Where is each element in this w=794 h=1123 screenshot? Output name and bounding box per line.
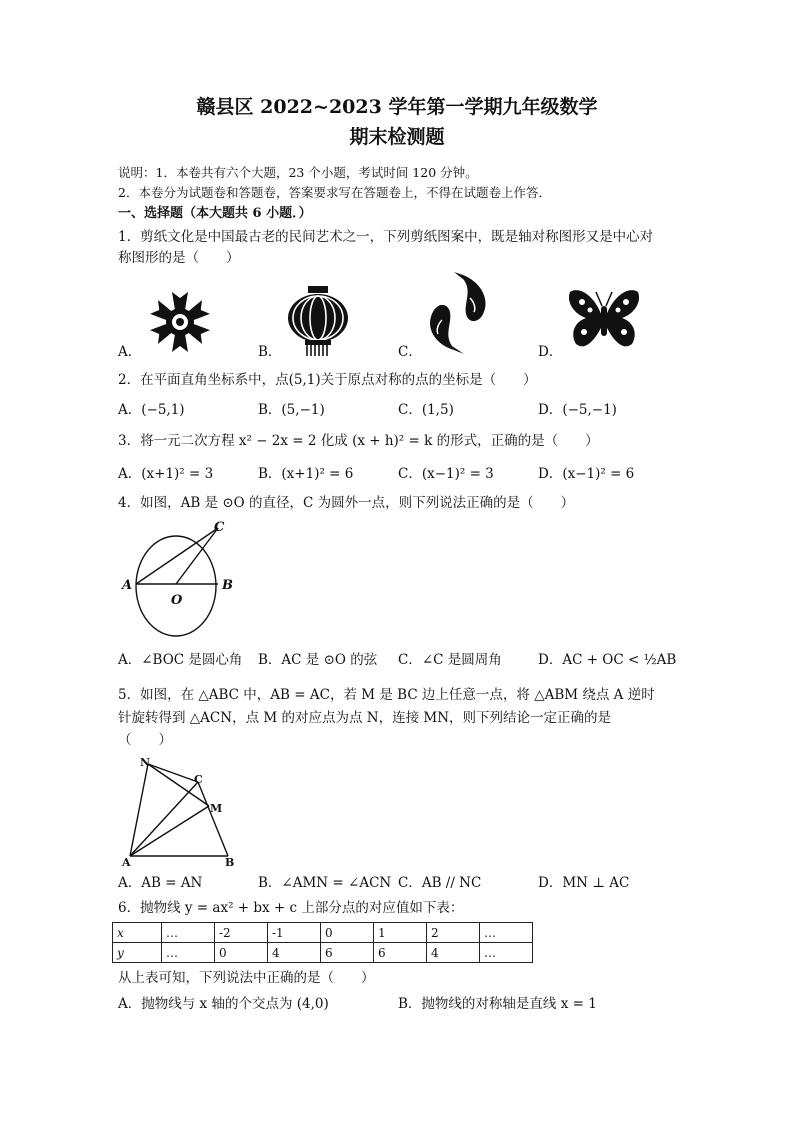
table-cell: -1 [268,923,321,943]
q1-stem-line1: 1．剪纸文化是中国最古老的民间艺术之一，下列剪纸图案中，既是轴对称图形又是中心对 [118,229,654,245]
q6-option-a: A．抛物线与 x 轴的个交点为 (4,0) [118,996,329,1012]
table-cell: 0 [215,943,268,963]
table-row-y [113,943,533,963]
table-cell: 4 [427,943,480,963]
table-cell: … [480,923,533,943]
q2-stem: 2．在平面直角坐标系中，点(5,1)关于原点对称的点的坐标是（ ） [118,372,537,388]
q4-stem: 4．如图，AB 是 ⊙O 的直径，C 为圆外一点，则下列说法正确的是（ ） [118,495,575,511]
q5-label-m: M [210,802,223,815]
q5-stem-line3: （ ） [118,732,172,748]
note-line-2: 2．本卷分为试题卷和答题卷，答案要求写在答题卷上，不得在试题卷上作答． [118,185,551,200]
q5-label-b: B [225,856,235,869]
q4-label-a: A [122,578,133,593]
q4-option-b: B．AC 是 ⊙O 的弦 [258,652,378,668]
table-cell: x [113,923,162,943]
table-row-x [113,923,533,943]
table-cell: 1 [374,923,427,943]
table-cell: -2 [215,923,268,943]
q3-option-a: A．(x+1)² = 3 [118,466,214,482]
exam-title-line1: 赣县区 2022~2023 学年第一学期九年级数学 [196,96,598,118]
q5-stem-line2: 针旋转得到 △ACN，点 M 的对应点为点 N，连接 MN，则下列结论一定正确的是 [118,710,611,726]
q1-stem-line2: 称图形的是（ ） [118,250,240,266]
q3-option-c: C．(x−1)² = 3 [398,466,494,482]
table-cell: 4 [268,943,321,963]
q5-label-a: A [122,856,131,869]
butterfly-papercut-icon [566,286,642,354]
q5-option-c: C．AB // NC [398,875,482,891]
q6-value-table [112,922,533,963]
lantern-papercut-icon [283,284,353,358]
q5-option-b: B．∠AMN = ∠ACN [258,875,392,891]
q3-option-d: D．(x−1)² = 6 [538,466,635,482]
table-cell: 2 [427,923,480,943]
q4-label-b: B [222,578,233,593]
table-cell: y [113,943,162,963]
q2-option-d: D．(−5,−1) [538,402,617,418]
q1-option-a: A． [118,344,142,360]
q5-label-n: N [140,756,151,769]
circle-o [136,536,216,636]
q6-after-text: 从上表可知，下列说法中正确的是（ ） [118,970,375,986]
q1-option-d: D． [538,344,563,360]
q4-option-d: D．AC + OC < ½AB [538,652,677,668]
q2-option-c: C．(1,5) [398,402,454,418]
table-cell: 6 [374,943,427,963]
koi-fish-papercut-icon [420,270,498,356]
snowflake-papercut-icon [145,288,215,356]
q6-stem: 6．抛物线 y = ax² + bx + c 上部分点的对应值如下表： [118,900,464,916]
segment-nc [148,764,198,782]
q4-label-o: O [171,593,183,608]
table-cell: 6 [321,943,374,963]
q5-stem-line1: 5．如图，在 △ABC 中，AB = AC，若 M 是 BC 边上任意一点，将 △ABM 绕点 A 逆时 [118,687,655,703]
q3-stem: 3．将一元二次方程 x² − 2x = 2 化成 (x + h)² = k 的形式，正确的是（ ） [118,433,599,449]
note-line-1: 说明：1．本卷共有六个大题，23 个小题，考试时间 120 分钟。 [118,165,478,180]
q6-option-b: B．抛物线的对称轴是直线 x = 1 [398,996,597,1012]
exam-title-line2: 期末检测题 [349,126,445,148]
q4-option-a: A．∠BOC 是圆心角 [118,652,243,668]
section-heading-choice: 一、选择题（本大题共 6 小题．） [118,206,312,221]
q3-option-b: B．(x+1)² = 6 [258,466,354,482]
q1-option-b: B． [258,344,282,360]
segment-an [130,764,148,856]
table-cell: … [162,943,215,963]
segment-bc [198,782,228,856]
q4-label-c: C [214,520,225,535]
q2-option-b: B．(5,−1) [258,402,325,418]
table-cell: … [480,943,533,963]
table-cell: 0 [321,923,374,943]
q4-option-c: C．∠C 是圆周角 [398,652,502,668]
q2-option-a: A．(−5,1) [118,402,185,418]
table-cell: … [162,923,215,943]
q4-circle-diagram [118,520,238,640]
q1-option-c: C． [398,344,422,360]
q5-option-d: D．MN ⊥ AC [538,875,630,891]
q5-label-c: C [194,773,203,786]
q5-option-a: A．AB = AN [118,875,203,891]
